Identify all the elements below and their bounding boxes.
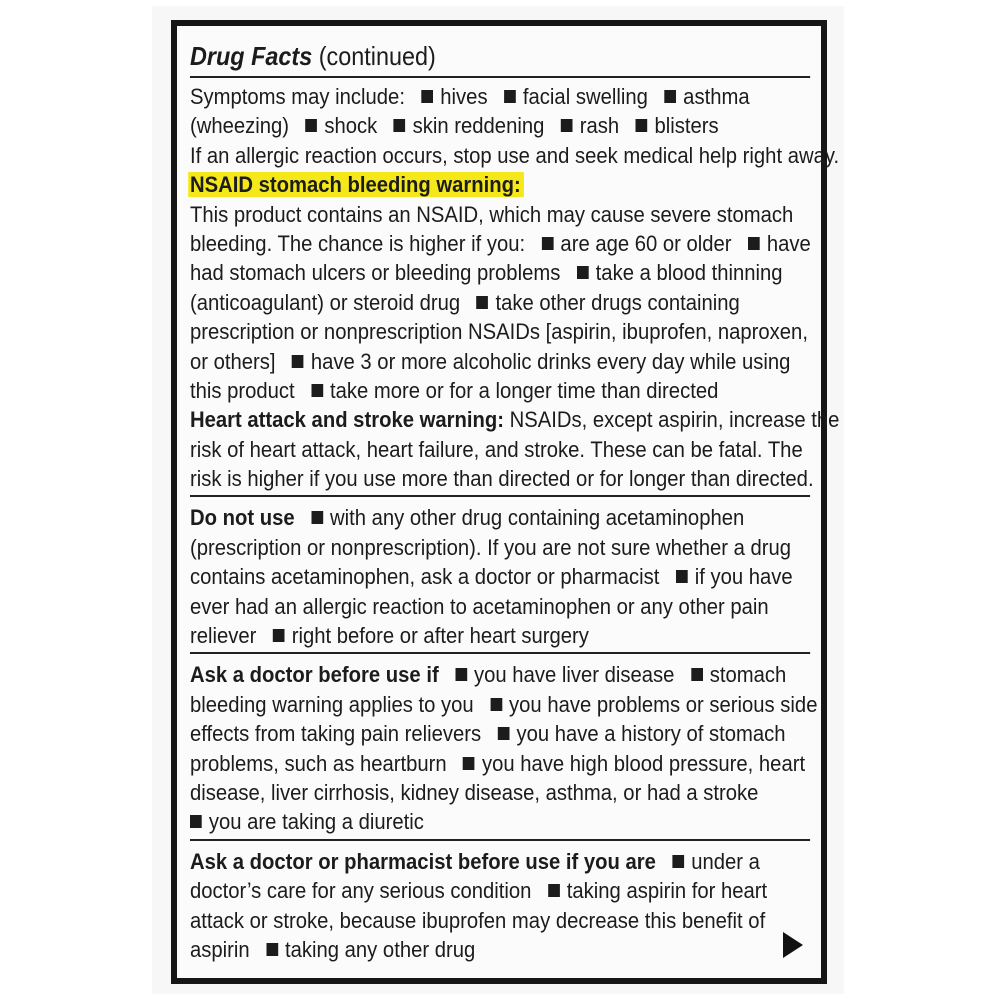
- nsaid-item: had stomach ulcers or bleeding problems: [190, 260, 561, 286]
- dnu-item: contains acetaminophen, ask a doctor or pharmacist: [190, 564, 660, 590]
- dnu-line-3: [190, 562, 810, 591]
- square-bullet-icon: [311, 384, 323, 397]
- dnu-line-4: ever had an allergic reaction to acetaminophen or any other pain: [190, 593, 769, 619]
- symptom-hives: hives: [440, 84, 488, 109]
- square-bullet-icon: [504, 90, 516, 103]
- ask-doctor-item: problems, such as heartburn: [190, 750, 447, 776]
- ask-pharm-item: doctor’s care for any serious condition: [190, 878, 532, 904]
- allergy-line-1: [190, 82, 810, 111]
- nsaid-warning-heading: NSAID stomach bleeding warning:: [188, 172, 523, 197]
- dnu-line-2: (prescription or nonprescription). If you are not sure whether a drug: [190, 534, 792, 560]
- dnu-item: right before or after heart surgery: [291, 623, 589, 649]
- square-bullet-icon: [748, 237, 760, 250]
- do-not-use-heading: Do not use: [190, 505, 295, 531]
- nsaid-item: (anticoagulant) or steroid drug: [190, 289, 461, 315]
- ask-doctor-line-1: [190, 660, 810, 689]
- nsaid-item: or others]: [190, 348, 276, 374]
- symptom-facial-swelling: facial swelling: [522, 84, 648, 109]
- square-bullet-icon: [455, 668, 467, 681]
- drug-facts-header: [190, 38, 810, 78]
- ask-doctor-line-2: [190, 690, 818, 719]
- ask-doctor-item: stomach: [709, 662, 787, 688]
- ask-doctor-item: bleeding warning applies to you: [190, 691, 474, 717]
- square-bullet-icon: [311, 511, 323, 524]
- drug-facts-title: Drug Facts: [190, 41, 313, 71]
- ask-doctor-item: you have high blood pressure, heart: [481, 750, 806, 776]
- nsaid-item: this product: [190, 377, 295, 403]
- square-bullet-icon: [577, 266, 589, 279]
- ask-doctor-item: you are taking a diuretic: [208, 809, 424, 835]
- heart-line-1: [190, 405, 840, 434]
- ask-doctor-item: you have liver disease: [474, 662, 675, 688]
- nsaid-item: have: [766, 230, 811, 256]
- ask-doctor-line-5: disease, liver cirrhosis, kidney disease, asthma, or had a stroke: [190, 779, 759, 805]
- ask-doctor-line-4: [190, 749, 810, 778]
- square-bullet-icon: [266, 943, 278, 956]
- square-bullet-icon: [691, 668, 703, 681]
- symptom-asthma: asthma: [683, 84, 750, 109]
- nsaid-line-1: This product contains an NSAID, which may cause severe stomach: [190, 201, 794, 227]
- symptom-shock: shock: [324, 113, 378, 139]
- square-bullet-icon: [190, 815, 202, 828]
- nsaid-line-2: [190, 229, 810, 258]
- ask-pharmacist-heading: Ask a doctor or pharmacist before use if you are: [190, 848, 656, 874]
- ask-pharm-line-4: [190, 935, 810, 964]
- square-bullet-icon: [477, 296, 489, 309]
- drug-facts-content: [190, 38, 840, 972]
- ask-pharm-item: aspirin: [190, 936, 250, 962]
- ask-pharm-item: taking any other drug: [284, 936, 476, 962]
- square-bullet-icon: [463, 757, 475, 770]
- nsaid-item: have 3 or more alcoholic drinks every day while using: [310, 348, 791, 374]
- ask-doctor-item: effects from taking pain relievers: [190, 721, 482, 747]
- square-bullet-icon: [664, 90, 676, 103]
- dnu-item: reliever: [190, 623, 257, 649]
- nsaid-line-6: [190, 347, 810, 376]
- symptom-blisters: blisters: [654, 113, 719, 139]
- ask-pharm-line-3: attack or stroke, because ibuprofen may decrease this benefit of: [190, 907, 766, 933]
- nsaid-line-4: [190, 288, 810, 317]
- nsaid-item: take more or for a longer time than directed: [330, 377, 719, 403]
- square-bullet-icon: [490, 698, 502, 711]
- heart-text: NSAIDs, except aspirin, increase the: [509, 407, 840, 433]
- nsaid-heading-line: [190, 170, 810, 199]
- nsaid-item: take a blood thinning: [595, 260, 783, 286]
- ask-pharm-line-1: [190, 847, 810, 876]
- square-bullet-icon: [394, 119, 406, 132]
- dnu-line-1: [190, 503, 810, 532]
- nsaid-item: are age 60 or older: [560, 230, 732, 256]
- ask-pharm-item: under a: [691, 848, 760, 874]
- drug-facts-panel: [171, 20, 840, 984]
- allergy-line-2: [190, 111, 810, 140]
- heart-line-3: risk is higher if you use more than directed or for longer than directed.: [190, 466, 814, 492]
- ask-doctor-heading: Ask a doctor before use if: [190, 662, 439, 688]
- square-bullet-icon: [672, 855, 684, 868]
- ask-doctor-item: you have a history of stomach: [516, 721, 786, 747]
- square-bullet-icon: [273, 629, 285, 642]
- dnu-item: if you have: [694, 564, 793, 590]
- ask-doctor-line-6: [190, 807, 810, 836]
- square-bullet-icon: [548, 884, 560, 897]
- square-bullet-icon: [498, 727, 510, 740]
- square-bullet-icon: [676, 570, 688, 583]
- right-arrow-icon: [783, 932, 803, 958]
- symptom-skin-reddening: skin reddening: [412, 113, 545, 139]
- ask-doctor-line-3: [190, 719, 810, 748]
- ask-doctor-item: you have problems or serious side: [509, 691, 818, 717]
- ask-pharm-line-2: [190, 876, 810, 905]
- square-bullet-icon: [561, 119, 573, 132]
- ask-pharmacist-section: [190, 847, 810, 967]
- allergy-lead: Symptoms may include:: [190, 84, 405, 109]
- heart-warning-heading: Heart attack and stroke warning:: [190, 407, 504, 433]
- heart-line-2: risk of heart attack, heart failure, and stroke. These can be fatal. The: [190, 436, 803, 462]
- square-bullet-icon: [421, 90, 433, 103]
- nsaid-line-7: [190, 376, 810, 405]
- square-bullet-icon: [542, 237, 554, 250]
- dnu-line-5: [190, 621, 810, 650]
- square-bullet-icon: [636, 119, 648, 132]
- nsaid-line-3: [190, 258, 810, 287]
- dnu-item: with any other drug containing acetaminophen: [329, 505, 745, 531]
- ask-pharm-item: taking aspirin for heart: [566, 878, 768, 904]
- allergy-line-3: If an allergic reaction occurs, stop use and seek medical help right away.: [190, 142, 840, 168]
- nsaid-line-5: prescription or nonprescription NSAIDs [aspirin, ibuprofen, naproxen,: [190, 319, 808, 345]
- do-not-use-section: [190, 503, 810, 654]
- warnings-section: [190, 82, 840, 497]
- square-bullet-icon: [292, 355, 304, 368]
- nsaid-item: take other drugs containing: [495, 289, 740, 315]
- symptom-wheezing: (wheezing): [190, 113, 290, 139]
- drug-facts-continued: (continued): [318, 41, 436, 71]
- symptom-rash: rash: [579, 113, 620, 139]
- ask-doctor-section: [190, 660, 818, 840]
- square-bullet-icon: [305, 119, 317, 132]
- nsaid-text: bleeding. The chance is higher if you:: [190, 230, 526, 256]
